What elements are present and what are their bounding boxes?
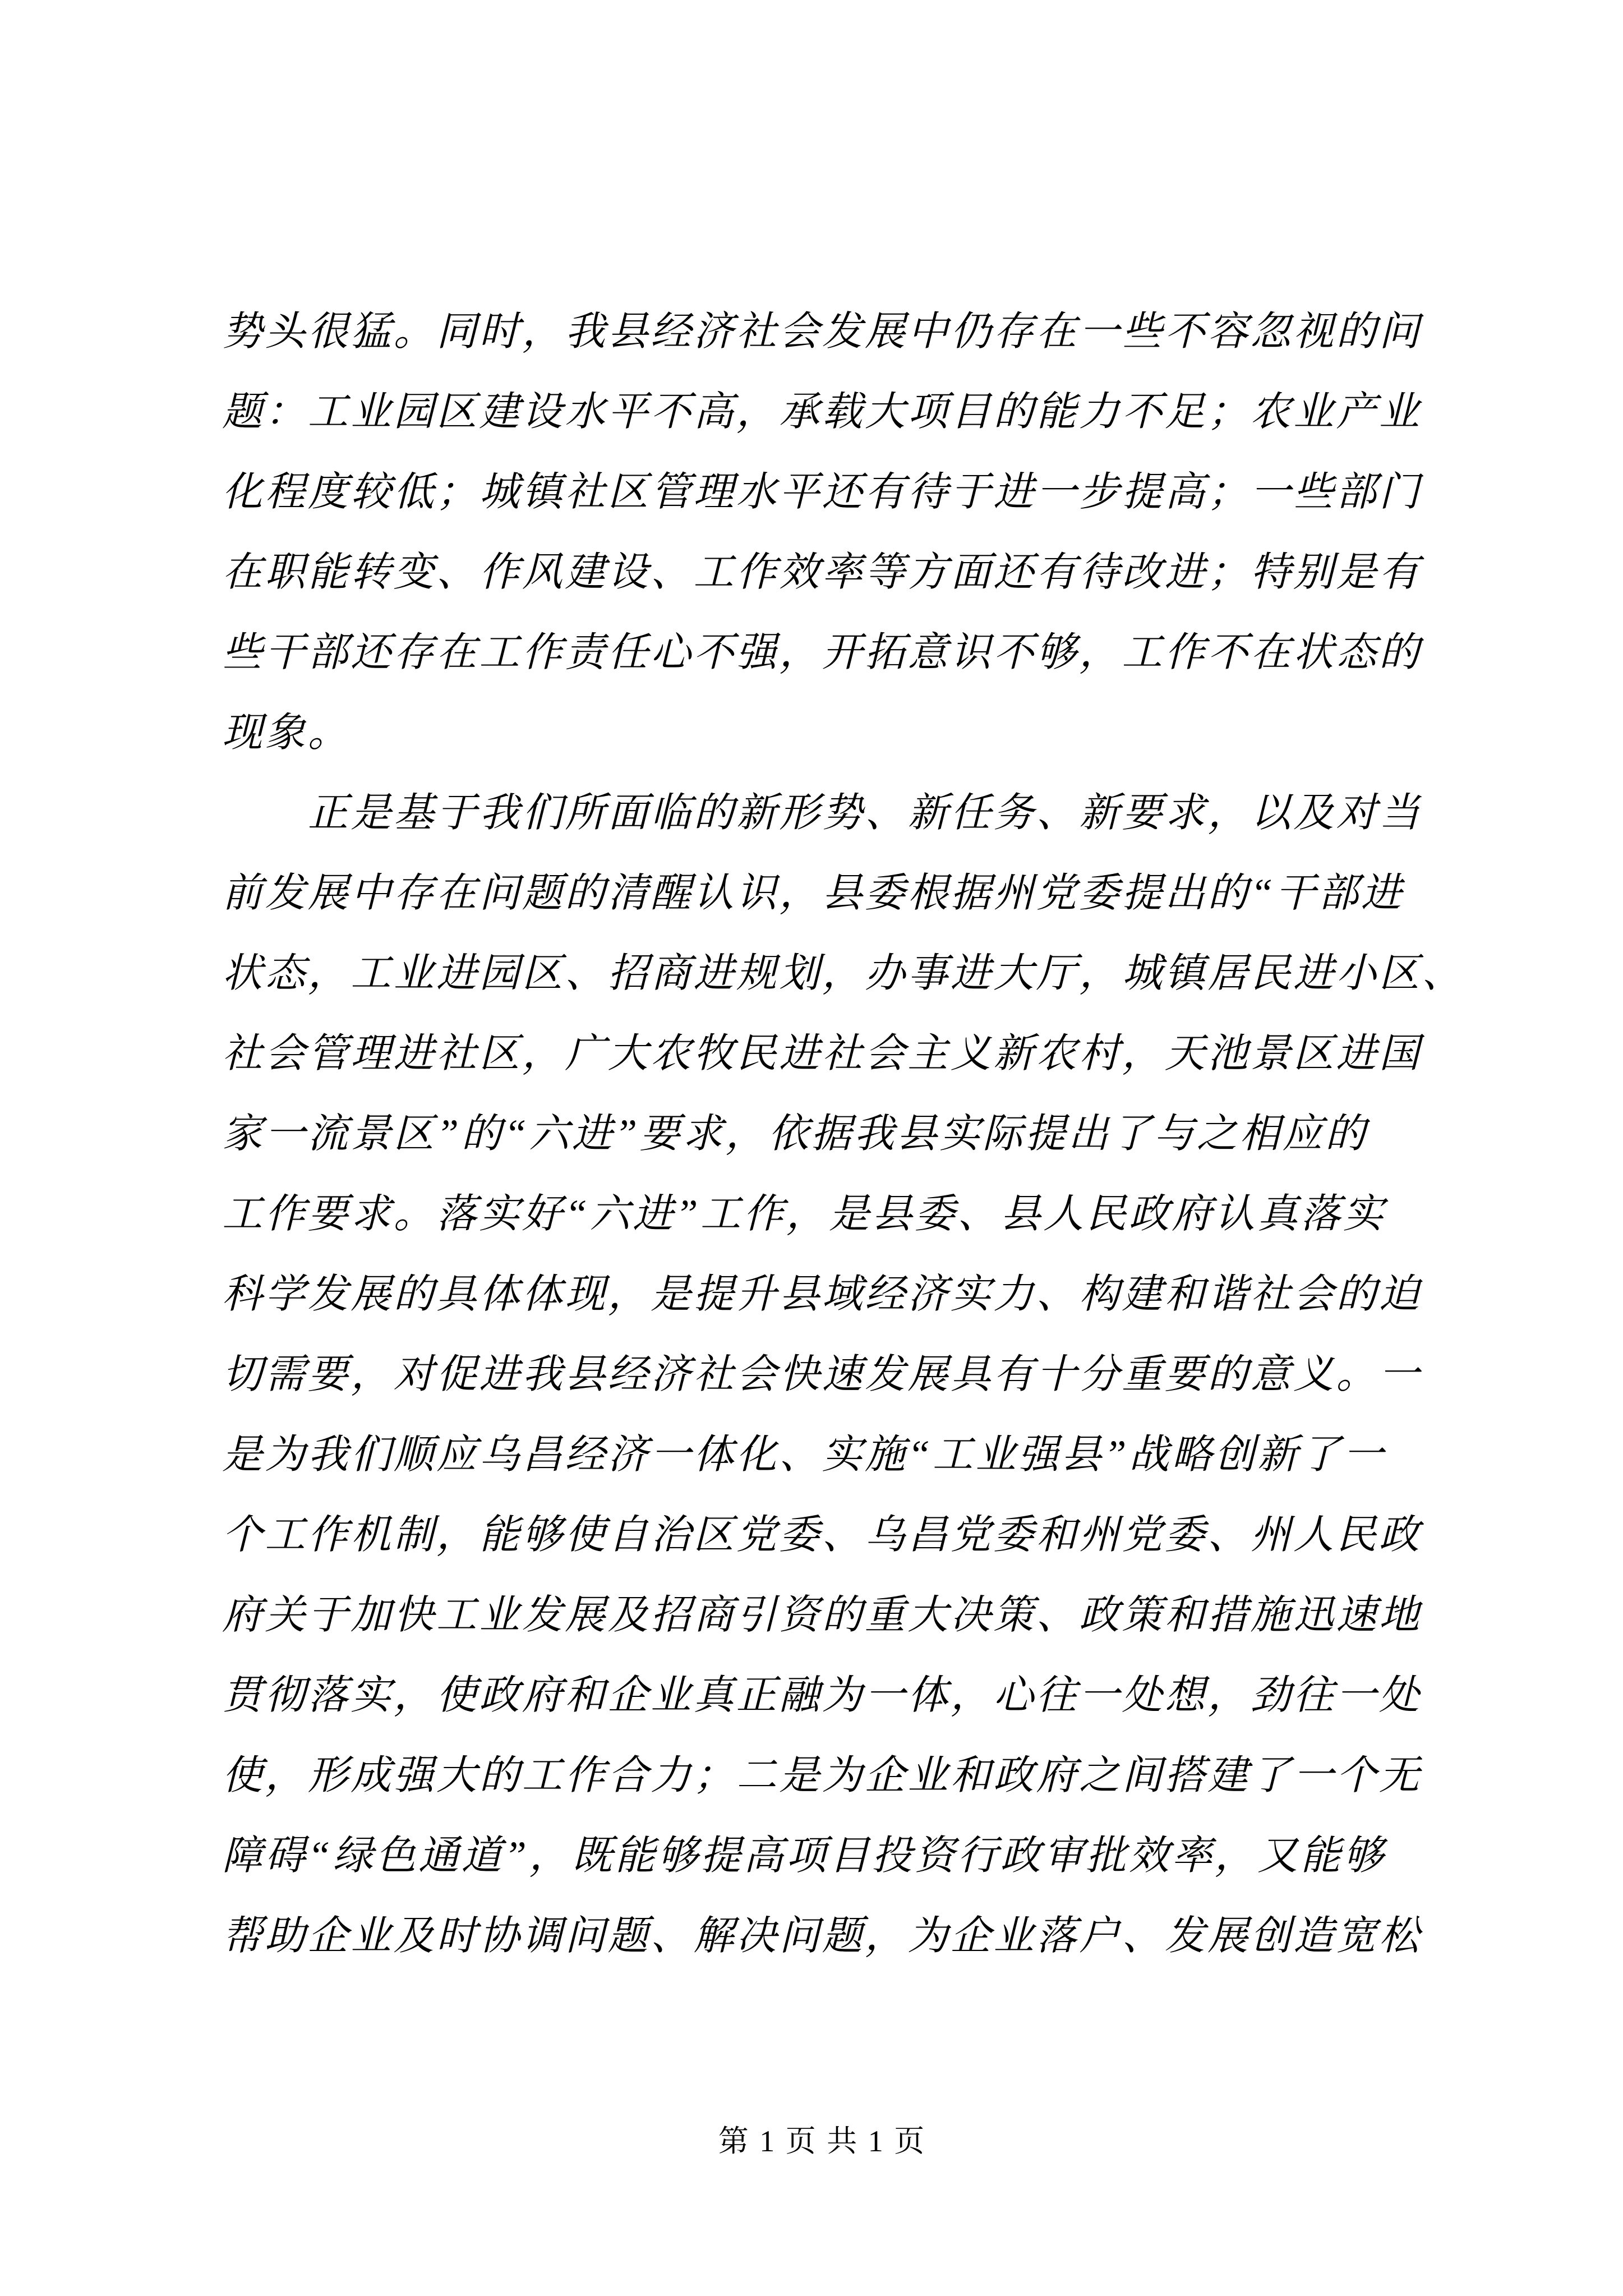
body-text-line-paragraph-start: 正是基于我们所面临的新形势、新任务、新要求，以及对当 xyxy=(308,790,1422,835)
page-footer: 第 1 页 共 1 页 xyxy=(718,2124,926,2158)
body-text-line: 势头很猛。同时，我县经济社会发展中仍存在一些不容忽视的问 xyxy=(222,309,1422,354)
body-text-line: 在职能转变、作风建设、工作效率等方面还有待改进；特别是有 xyxy=(222,550,1422,595)
body-text-line: 切需要，对促进我县经济社会快速发展具有十分重要的意义。一 xyxy=(222,1352,1422,1397)
body-text-line: 障碍“绿色通道”，既能够提高项目投资行政审批效率，又能够 xyxy=(222,1833,1386,1878)
body-text-line: 府关于加快工业发展及招商引资的重大决策、政策和措施迅速地 xyxy=(222,1593,1422,1637)
body-text-line-paragraph-end: 现象。 xyxy=(222,710,351,755)
body-text-line: 化程度较低；城镇社区管理水平还有待于进一步提高；一些部门 xyxy=(222,470,1422,514)
body-text-block xyxy=(222,292,1465,1976)
body-text-line: 些干部还存在工作责任心不强，开拓意识不够，工作不在状态的 xyxy=(222,630,1422,675)
body-text-line: 科学发展的具体体现，是提升县域经济实力、构建和谐社会的迫 xyxy=(222,1272,1422,1317)
body-text-line: 题：工业园区建设水平不高，承载大项目的能力不足；农业产业 xyxy=(222,389,1422,434)
body-text-line: 社会管理进社区，广大农牧民进社会主义新农村，天池景区进国 xyxy=(222,1031,1422,1076)
body-text-line: 状态，工业进园区、招商进规划，办事进大厅，城镇居民进小区、 xyxy=(222,951,1465,996)
body-text-line: 家一流景区”的“六进”要求，依据我县实际提出了与之相应的 xyxy=(222,1111,1368,1156)
body-text-line: 前发展中存在问题的清醒认识，县委根据州党委提出的“干部进 xyxy=(222,871,1404,915)
body-text-line: 贯彻落实，使政府和企业真正融为一体，心往一处想，劲往一处 xyxy=(222,1673,1422,1718)
body-text-line: 是为我们顺应乌昌经济一体化、实施“工业强县”战略创新了一 xyxy=(222,1432,1386,1477)
body-text-line: 工作要求。落实好“六进”工作，是县委、县人民政府认真落实 xyxy=(222,1191,1386,1236)
body-text-line: 帮助企业及时协调问题、解决问题，为企业落户、发展创造宽松 xyxy=(222,1913,1422,1958)
body-text-line: 个工作机制，能够使自治区党委、乌昌党委和州党委、州人民政 xyxy=(222,1512,1422,1557)
body-text-line: 使，形成强大的工作合力；二是为企业和政府之间搭建了一个无 xyxy=(222,1753,1422,1798)
